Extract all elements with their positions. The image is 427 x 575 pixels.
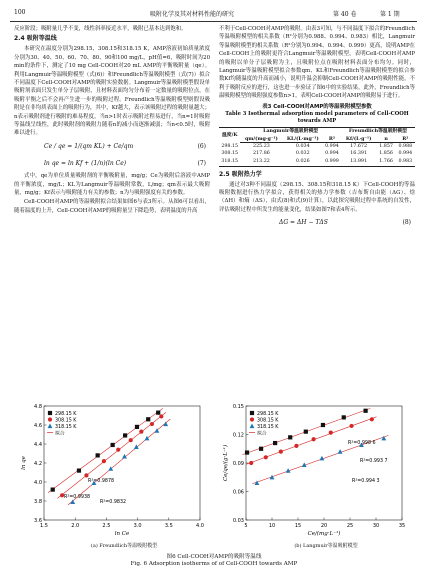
data-point <box>245 450 249 454</box>
data-point <box>139 430 143 434</box>
data-point <box>96 453 100 457</box>
data-point <box>259 447 263 451</box>
table-row <box>219 143 415 151</box>
header-rule <box>10 21 417 22</box>
x-tick-label: 20 <box>320 523 328 529</box>
section-title-isotherm: 2.4 吸附等温线 <box>14 35 57 43</box>
data-point <box>342 415 346 419</box>
data-point <box>312 437 316 441</box>
legend-label: 318.15 K <box>55 424 77 430</box>
data-point <box>116 448 120 452</box>
table-cell: 298.15 <box>221 143 239 149</box>
data-point <box>84 473 88 477</box>
data-point <box>123 433 127 437</box>
table-cell: 17.672 <box>350 144 368 150</box>
x-tick-label: 2.0 <box>71 523 80 529</box>
volume: 第 40 卷 <box>333 11 357 18</box>
fit-line <box>68 419 170 505</box>
x-tick-label: 4.0 <box>196 523 204 529</box>
data-point <box>338 449 343 454</box>
data-point <box>163 422 168 427</box>
legend-label: 318.15 K <box>257 424 279 430</box>
y-tick-label: 4.4 <box>34 441 42 448</box>
data-point <box>108 466 113 471</box>
r-squared-annotation: R²=0.993 7 <box>360 459 388 464</box>
results-paragraph: Cell-COOH对AMP的等温吸附拟合结果如图6与表3所示。从图6可以看出，随着温度的上升，Cell-COOH对AMP的吸附量呈下降趋势，表明温度的升高 <box>14 199 210 214</box>
figure-caption-cn: 图6 Cell-COOH对AMP的吸附等温线 <box>166 554 262 560</box>
y-axis-label: Ce/qe/(g·L⁻¹) <box>223 444 229 482</box>
table-cell: 1.856 <box>379 151 393 157</box>
table-cell: 308.15 <box>221 151 239 157</box>
data-point <box>156 411 160 415</box>
r-squared-annotation: R²=0.9878 <box>88 479 115 484</box>
legend-marker <box>48 417 52 421</box>
langmuir-plot <box>220 402 406 542</box>
y-tick-label: 4.2 <box>34 460 42 467</box>
eq8-text: ΔG = ΔH − TΔS <box>279 219 328 227</box>
legend-label: 308.15 K <box>257 418 279 424</box>
r-squared-annotation: R²=0.9938 <box>64 495 91 500</box>
table-row <box>219 158 415 166</box>
data-point <box>135 425 139 429</box>
table-subheader: n <box>377 135 396 143</box>
table-cell: 318.15 <box>219 158 240 166</box>
table-subheader: R² <box>323 135 341 143</box>
x-tick-label: 3.0 <box>133 523 142 529</box>
x-tick-label: 10 <box>268 523 276 529</box>
x-tick-label: 25 <box>346 523 354 529</box>
x-tick-label: 30 <box>372 523 380 529</box>
table-cell: 0.994 <box>398 151 413 157</box>
page-header <box>0 0 427 24</box>
data-point <box>304 430 308 434</box>
legend-label: 308.15 K <box>55 418 77 424</box>
data-point <box>294 444 298 448</box>
table-cell: 1.766 <box>377 158 396 166</box>
symbol-paragraph: 式中，qe为单位质量吸附剂的平衡吸附量，mg/g；Ce为吸附后溶液中AMP的平衡浓度，mg/L；KL为Langmuir等温吸附常数，L/mg；qm表示最大吸附量，mg/g；Kf表示与吸附能力有关的参数；n为与吸附强度有关的参数。 <box>14 173 210 197</box>
table-cell: 13.991 <box>341 158 377 166</box>
subcaption-a: (a) Freundlich等温吸附模型 <box>90 543 158 549</box>
data-point <box>320 456 325 461</box>
x-tick-label: 35 <box>398 523 406 529</box>
eq7-right: = ln Kf + (1/n)(ln Ce) <box>61 159 127 167</box>
eq6-left: Ce / qe <box>44 142 66 150</box>
table-cell: 1.857 <box>379 144 393 150</box>
y-tick-label: 3.6 <box>34 517 42 524</box>
legend-marker <box>250 417 254 421</box>
intro-paragraph: 反应阶段；吸附量几乎不变，线性斜率接近水平，吸附已基本达到饱和。 <box>14 26 187 32</box>
x-tick-label: 3.5 <box>164 523 173 529</box>
right-column <box>219 25 415 232</box>
data-point <box>51 488 55 492</box>
data-point <box>249 461 253 465</box>
table-cell: 217.86 <box>253 151 270 157</box>
table-cell: 0.994 <box>325 144 339 150</box>
data-point <box>349 424 353 428</box>
eq7-left: ln qe <box>44 159 60 167</box>
data-point <box>288 435 292 439</box>
data-point <box>134 444 139 449</box>
eq8-number: (8) <box>402 219 411 227</box>
data-point <box>70 499 75 504</box>
legend-label: 拟合 <box>55 431 65 437</box>
figure-caption-en: Fig. 6 Adsorption isotherms of of Cell-COOH towards AMP <box>130 561 298 567</box>
y-tick-label: 0.03 <box>232 517 244 524</box>
journal-title: 吸附化学及其对材料性能的研究 <box>150 11 235 18</box>
table-cell: 0.994 <box>325 151 339 157</box>
data-point <box>102 459 106 463</box>
table-cell: 225.23 <box>253 144 270 150</box>
table-cell: 0.026 <box>282 158 323 166</box>
x-axis-label: ln Ce <box>114 531 130 537</box>
data-point <box>329 431 333 435</box>
table-isotherm-params <box>219 127 415 167</box>
data-point <box>145 436 150 441</box>
table-cell: 0.983 <box>396 158 415 166</box>
y-tick-label: 0.15 <box>232 403 244 410</box>
legend-label: 298.15 K <box>55 411 77 417</box>
isotherm-paragraph: 本研究在温度分别为298.15、308.15和318.15 K，AMP溶液初始质量浓度分别为30、40、50、60、70、80、90和100 mg/L，pH值=6，吸附时间为20 min的条件下，测定了10 mg Cell-COOH对20 mL AMP的平衡吸附量（qe）。利用Langmuir等温吸附模型（式(6)）和Freundlich等温吸附模型（式(7)）拟合不同温度下Cell-COOH对AMP的吸附实验数据。Langmuir等温吸附模型假设单吸附剂表面只发生单分子层吸附，且材料表面均匀分布着一定数量的吸附位点，在吸附平衡之后不会再产生进一步的吸附过程。Freundlich等温吸附模型则假设吸附是在非均质表面上的吸附行为，其中，Kf越大，表示该吸附过程的吸附量越大；n表示吸附剂进行吸附的难易程度，当n>1时表示吸附过程易进行，当n=1时吸附等温线呈线性，此时吸附剂的吸附力随着n的减小而逐渐减弱；当n<0.5时，吸附难以进行。 <box>14 46 210 137</box>
y-tick-label: 4.6 <box>34 422 42 429</box>
data-point <box>370 417 374 421</box>
data-point <box>129 438 133 442</box>
table-subheader: KL/(L·mg⁻¹) <box>282 135 323 143</box>
y-tick-label: 4.8 <box>34 403 42 410</box>
continuation-paragraph: 不利于Cell-COOH对AMP的吸附。由表3可知，与不同温度下拟合的Freundlich等温吸附模型的相关系数（R²分别为0.988、0.994、0.983）相比，Langmuir等温吸附模型的相关系数（R²分别为0.994、0.994、0.999）更高，说明AMP在Cell-COOH上的吸附更符合Langmuir等温吸附模型，表明Cell-COOH对AMP的吸附以单分子层吸附为主，且吸附位点在吸附材料表面分布均匀。同时，Langmuir等温吸附模型拟合参数qm、KL和Freundlich等温吸附模型的拟合参数Kf均随温度的升高而减小，说明升温会抑制Cell-COOH对AMP的吸附性能，不利于吸附反应的进行，这也进一步验证了图6中的实验结果。此外，Freundlich等温吸附模型的吸附强度参数n>1，表明Cell-COOH对AMP的吸附易于进行。 <box>219 26 415 100</box>
figure-6 <box>14 402 414 574</box>
legend-marker <box>48 424 53 429</box>
legend-label: 298.15 K <box>257 411 279 417</box>
table-caption-en: Table 3 Isothermal adsorption model parameters of Cell-COOH towards AMP <box>225 110 409 124</box>
x-tick-label: 15 <box>294 523 302 529</box>
freundlich-plot <box>18 402 204 542</box>
table-cell: 213.22 <box>240 158 282 166</box>
r-squared-annotation: R²=0.994 3 <box>352 479 380 484</box>
x-axis-label: Ce/(mg·L⁻¹) <box>307 531 341 537</box>
y-tick-label: 0.12 <box>232 432 244 439</box>
r-squared-annotation: R²=0.998 6 <box>348 441 376 446</box>
r-squared-annotation: R²=0.9832 <box>100 500 127 505</box>
data-point <box>279 450 283 454</box>
table-subheader: Kf/(L·g⁻¹) <box>341 135 377 143</box>
equation-6 <box>14 138 210 155</box>
table-cell: 16.391 <box>350 151 368 157</box>
equation-8 <box>219 215 415 232</box>
table-cell: 0.988 <box>398 144 413 150</box>
data-point <box>321 423 325 427</box>
y-tick-label: 0.06 <box>232 489 244 496</box>
issue: 第 1 期 <box>380 11 400 18</box>
y-axis-label: ln qe <box>21 456 27 470</box>
table-subheader: qm/(mg·g⁻¹) <box>240 135 282 143</box>
thermo-paragraph: 通过对3种不同温度（298.15、308.15和318.15 K）下Cell-COOH的等温吸附数据进行热力学拟合，获得相关的热力学参数（吉布斯自由能（ΔG）、焓（ΔH）和熵（ΔS），由式(8)和式(9)计算），以此探究吸附过程中系统的自发性，评估吸附过程中所发生的能量变化，结果如图7和表4所示。 <box>219 181 415 213</box>
y-tick-label: 4.0 <box>34 479 42 486</box>
eq6-right: = 1/(qm KL) + Ce/qm <box>67 142 134 150</box>
table-cell: 0.999 <box>323 158 341 166</box>
data-point <box>111 443 115 447</box>
table-header-freundlich: Freundlich等温吸附模型 <box>341 127 415 135</box>
eq6-number: (6) <box>197 142 206 150</box>
table-caption-cn: 表3 Cell-COOH对AMP的等温吸附模型参数 <box>262 103 372 110</box>
table-cell: 0.032 <box>295 151 310 157</box>
y-tick-label: 0.09 <box>232 460 244 467</box>
data-point <box>264 455 268 459</box>
table-row <box>219 151 415 158</box>
left-column <box>14 25 210 215</box>
x-tick-label: 5 <box>244 523 248 529</box>
legend-marker <box>250 411 254 415</box>
legend-marker <box>250 424 255 429</box>
legend-label: 拟合 <box>257 431 267 437</box>
section-title-thermo: 2.5 吸附热力学 <box>219 170 262 178</box>
y-tick-label: 3.8 <box>34 498 42 505</box>
data-point <box>273 441 277 445</box>
eq7-number: (7) <box>197 159 206 167</box>
equation-7 <box>14 155 210 172</box>
page-number: 100 <box>14 9 26 16</box>
table-header-temp: 温度/K <box>219 127 240 143</box>
data-point <box>77 469 81 473</box>
table-subheader: R² <box>396 135 415 143</box>
x-tick-label: 1.5 <box>40 523 48 529</box>
table-header-langmuir: Langmuir等温吸附模型 <box>240 127 340 135</box>
data-point <box>159 414 163 418</box>
x-tick-label: 2.5 <box>102 523 111 529</box>
data-point <box>146 417 150 421</box>
legend-marker <box>48 411 52 415</box>
table-cell: 0.034 <box>295 144 310 150</box>
data-point <box>364 409 368 413</box>
subcaption-b: (b) Langmuir等温吸附模型 <box>294 543 358 549</box>
data-point <box>150 422 154 426</box>
